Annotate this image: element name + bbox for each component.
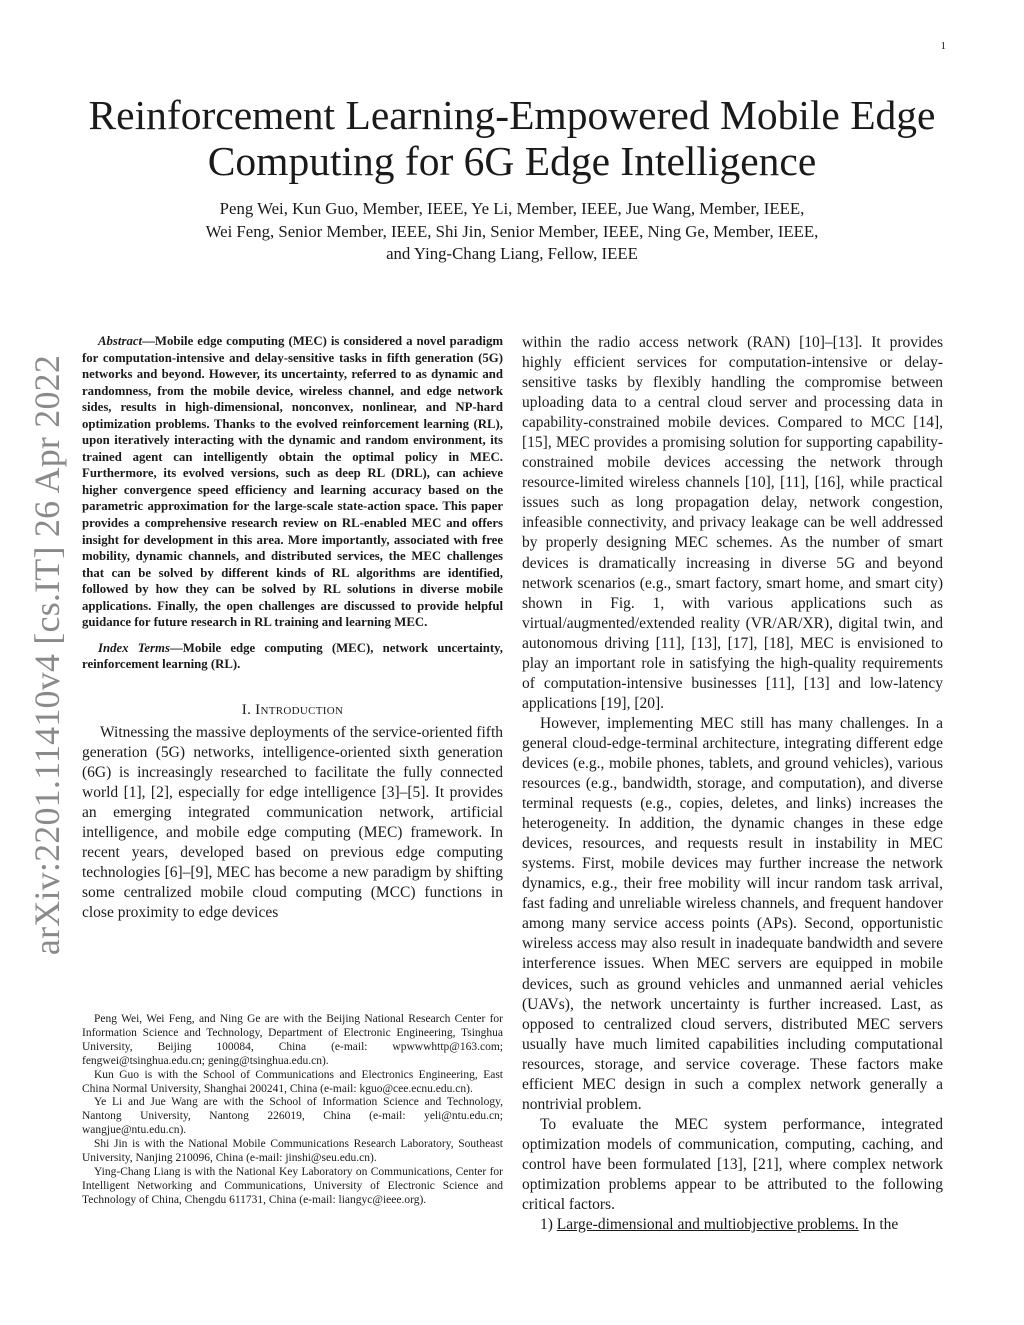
intro-paragraph: Witnessing the massive deployments of the service-oriented fifth generation (5G) networks, intelligence-oriented sixth generation (6G) is increasingly researched to facilitate the fully connected world [1], [2], especially for edge intelligence [3]–[5]. It provides an emerging integrated communication network, artificial intelligence, and mobile edge computing (MEC) framework. In recent years, developed based on previous edge computing technologies [6]–[9], MEC has become a new paradigm by shifting some centralized mobile cloud computing (MCC) functions in close proximity to edge devices <box>82 723 503 922</box>
footnote: Shi Jin is with the National Mobile Communications Research Laboratory, Southeast University, Nanjing 210096, China (e-mail: jinshi@seu.edu.cn). <box>82 1138 503 1165</box>
footnote: Ye Li and Jue Wang are with the School of Information Science and Technology, Nantong University, Nantong 226019, China (e-mail: yeli@ntu.edu.cn; wangjue@ntu.edu.cn). <box>82 1096 503 1137</box>
abstract-text: —Mobile edge computing (MEC) is considered a novel paradigm for computation-intensive and delay-sensitive tasks in fifth generation (5G) networks and beyond. However, its uncertainty, referred to as dynamic and randomness, from the mobile device, wireless channel, and edge network sides, results in high-dimensional, nonconvex, nonlinear, and NP-hard optimization problems. Thanks to the evolved reinforcement learning (RL), upon iteratively interacting with the dynamic and random environment, its trained agent can intelligently obtain the optimal policy in MEC. Furthermore, its evolved versions, such as deep RL (DRL), can achieve higher convergence speed efficiency and learning accuracy based on the parametric approximation for the large-scale state-action space. This paper provides a comprehensive research review on RL-enabled MEC and offers insight for development in this area. More importantly, associated with free mobility, dynamic channels, and distributed services, the MEC challenges that can be solved by different kinds of RL algorithms are identified, followed by how they can be solved by RL solutions in diverse mobile applications. Finally, the open challenges are discussed to provide helpful guidance for future research in RL training and learning MEC. <box>82 334 503 630</box>
footnote: Kun Guo is with the School of Communications and Electronics Engineering, East China Normal University, Shanghai 200241, China (e-mail: kguo@cee.ecnu.edu.cn). <box>82 1068 503 1095</box>
author-line: Peng Wei, Kun Guo, Member, IEEE, Ye Li, Member, IEEE, Jue Wang, Member, IEEE, <box>219 199 805 218</box>
body-paragraph: To evaluate the MEC system performance, integrated optimization models of communication, computing, caching, and control have been formulated [13], [21], where complex network optimization problems appear to be attributed to the following critical factors. <box>522 1115 943 1214</box>
footnote: Ying-Chang Liang is with the National Key Laboratory on Communications, Center for Intelligent Networking and Communications, University of Electronic Science and Technology of China, Chengdu 611731, China (e-mail: liangyc@ieee.org). <box>82 1165 503 1206</box>
title-line: Reinforcement Learning-Empowered Mobile Edge <box>88 92 936 138</box>
body-paragraph: within the radio access network (RAN) [10]–[13]. It provides highly efficient services for computation-intensive or delay-sensitive tasks by flexibly handling the compromise between uploading data to a central cloud server and processing data in capability-constrained mobile devices. Compared to MCC [14], [15], MEC provides a promising solution for supporting capability-constrained mobile devices accessing the network through resource-limited wireless channels [10], [11], [16], while practical issues such as long propagation delay, network congestion, infeasible connectivity, and privacy leakage can be well addressed by properly designing MEC schemes. As the number of smart devices is dramatically increasing in diverse 5G and beyond network scenarios (e.g., smart factory, smart home, and smart city) shown in Fig. 1, with various applications such as virtual/augmented/extended reality (VR/AR/XR), digital twin, and autonomous driving [11], [13], [17], [18], MEC is envisioned to play an important role in satisfying the high-quality requirements of computation-intensive businesses [11], [13] and low-latency applications [19], [20]. <box>522 334 943 712</box>
abstract-label: Abstract <box>98 334 143 348</box>
body-paragraph: However, implementing MEC still has many challenges. In a general cloud-edge-terminal architecture, integrating different edge devices (e.g., mobile phones, tablets, and ground vehicles), various resources (e.g., bandwidth, storage, and computation), and diverse terminal requests (e.g., copies, deletes, and links) increases the heterogeneity. In addition, the dynamic changes in these edge devices, resources, and requests result in instability in MEC systems. First, mobile devices may further increase the network dynamics, e.g., their free mobility will incur random task arrival, fast fading and unreliable wireless channels, and frequent handover among many service access points (APs). Second, opportunistic wireless access may also result in inadequate bandwidth and severe interference issues. When MEC servers are equipped in mobile devices, such as ground vehicles and unmanned aerial vehicles (UAVs), the network uncertainty is further increased. Last, as opposed to centralized cloud servers, distributed MEC servers usually have much limited capabilities including computational resources, storage, and service coverage. These factors make efficient MEC design in such a complex network generally a nontrivial problem. <box>522 714 943 1113</box>
index-terms-text: —Mobile edge computing (MEC), network uncertainty, reinforcement learning (RL). <box>82 640 503 672</box>
paper-title <box>70 92 954 184</box>
page-number: 1 <box>940 40 946 52</box>
list-item-title: Large-dimensional and multiobjective problems. <box>556 1216 859 1234</box>
author-line: and Ying-Chang Liang, Fellow, IEEE <box>386 244 638 263</box>
index-terms <box>82 640 503 673</box>
author-line: Wei Feng, Senior Member, IEEE, Shi Jin, Senior Member, IEEE, Ning Ge, Member, IEEE, <box>205 221 819 241</box>
author-list <box>70 198 954 266</box>
numbered-list-item <box>522 1215 943 1235</box>
arxiv-identifier[interactable]: arXiv:2201.11410v4 [cs.IT] 26 Apr 2022 <box>27 354 67 956</box>
section-heading: I. Introduction <box>241 701 344 718</box>
right-column <box>522 333 943 1235</box>
footnote: Peng Wei, Wei Feng, and Ning Ge are with the Beijing National Research Center for Information Science and Technology, Department of Electronic Engineering, Tsinghua University, Beijing 100084, China (e-mail: wpwwwhttp@163.com; fengwei@tsinghua.edu.cn; gening@tsinghua.edu.cn). <box>82 1013 503 1067</box>
abstract <box>82 333 503 631</box>
footnotes <box>82 1013 503 1208</box>
list-item-text: In the <box>858 1216 899 1234</box>
list-number: 1) <box>540 1216 553 1234</box>
title-line: Computing for 6G Edge Intelligence <box>207 138 817 184</box>
left-column <box>82 333 503 923</box>
index-terms-label: Index Terms <box>98 640 170 655</box>
